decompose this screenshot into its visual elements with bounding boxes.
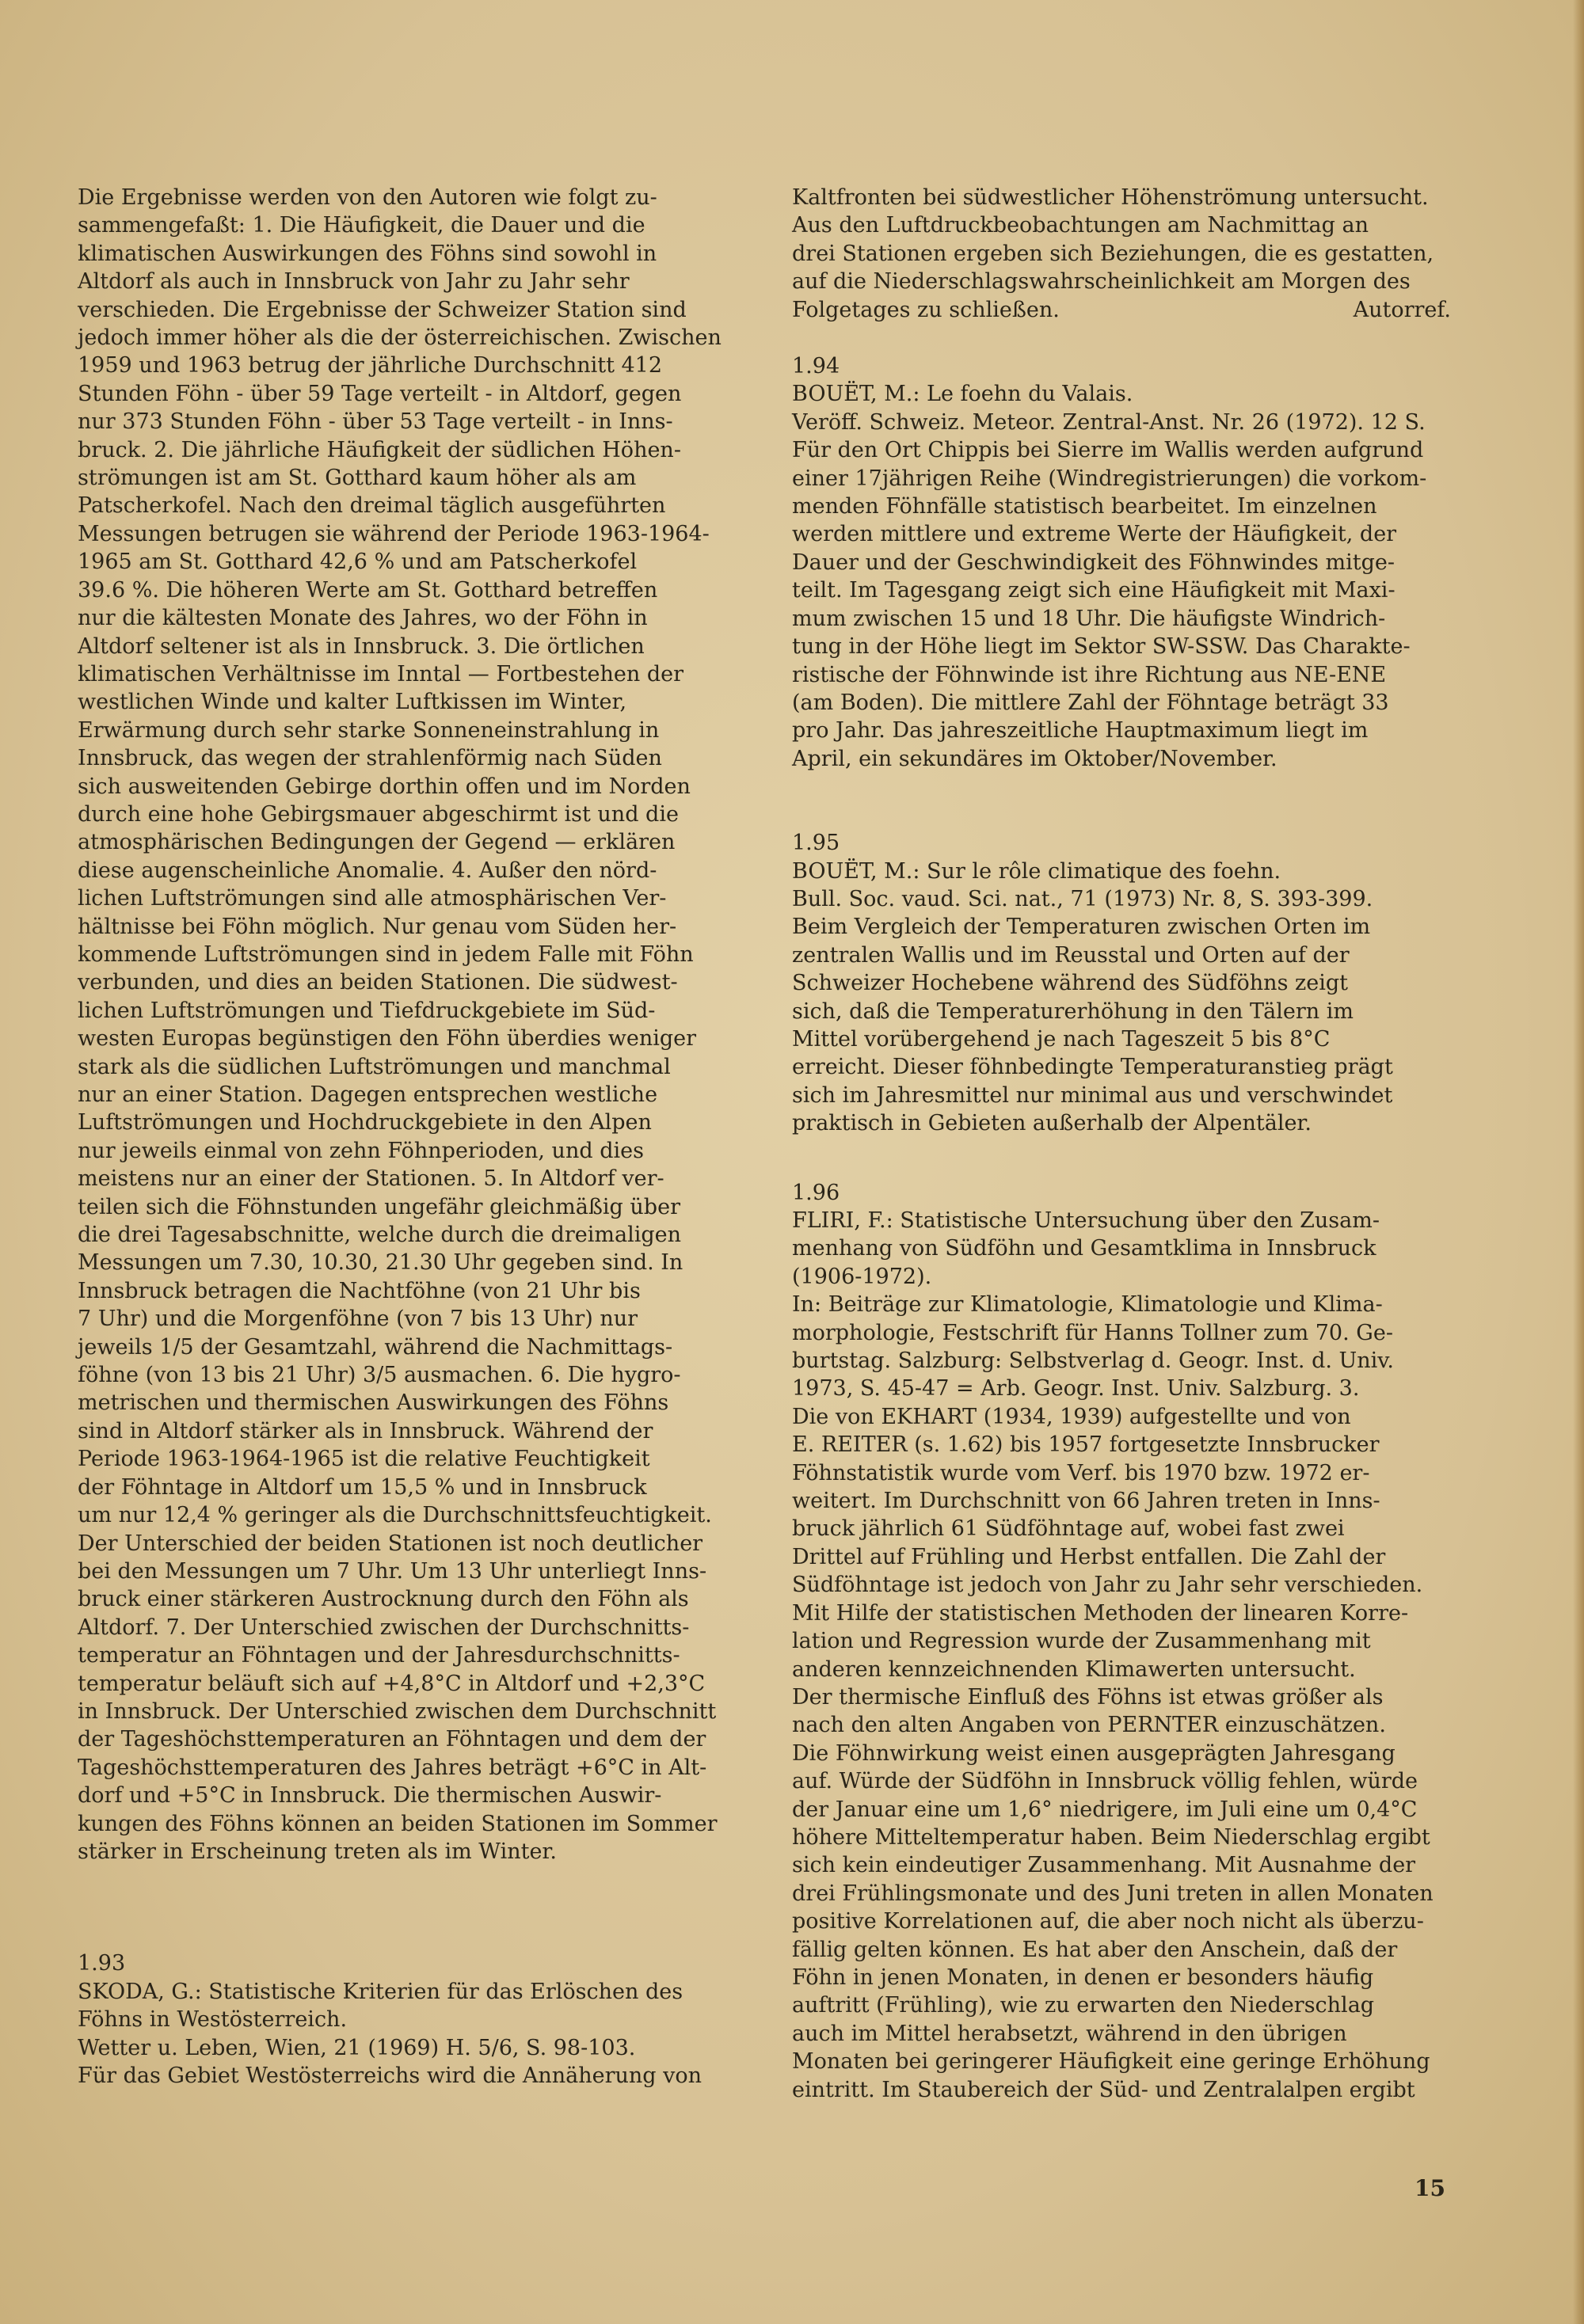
entry-abstract: weitert. Im Durchschnitt von 66 Jahren treten in Inns- xyxy=(792,1489,1380,1514)
entry-abstract: pro Jahr. Das jahreszeitliche Hauptmaximum liegt im xyxy=(792,718,1369,744)
entry-abstract: Dauer und der Geschwindigkeit des Föhnwindes mitge- xyxy=(792,550,1395,575)
entry-citation: Föhns in Westösterreich. xyxy=(78,2007,348,2033)
text-line: sich ausweitenden Gebirge dorthin offen und im Norden xyxy=(78,774,691,799)
text-line: hältnisse bei Föhn möglich. Nur genau vom Süden her- xyxy=(78,914,677,939)
entry-abstract: menden Föhnfälle statistisch bearbeitet. Im einzelnen xyxy=(792,494,1377,519)
entry-abstract: teilt. Im Tagesgang zeigt sich eine Häufigkeit mit Maxi- xyxy=(792,578,1396,603)
entry-abstract: Mittel vorübergehend je nach Tageszeit 5 bis 8°C xyxy=(792,1026,1331,1052)
text-line: Folgetages zu schließen. xyxy=(792,297,1060,322)
text-line: Altdorf als auch in Innsbruck von Jahr zu Jahr sehr xyxy=(78,269,630,295)
entry-abstract: Mit Hilfe der statistischen Methoden der linearen Korre- xyxy=(792,1600,1409,1626)
entry-abstract: bruck jährlich 61 Südföhntage auf, wobei fast zwei xyxy=(792,1516,1345,1542)
entry-abstract: Der thermische Einfluß des Föhns ist etwas größer als xyxy=(792,1684,1384,1710)
text-line: dorf und +5°C in Innsbruck. Die thermischen Auswir- xyxy=(78,1783,662,1809)
text-line: Stunden Föhn - über 59 Tage verteilt - in Altdorf, gegen xyxy=(78,381,682,406)
text-line: bruck einer stärkeren Austrocknung durch den Föhn als xyxy=(78,1587,689,1612)
text-line: Patscherkofel. Nach den dreimal täglich ausgeführten xyxy=(78,493,666,519)
entry-source: In: Beiträge zur Klimatologie, Klimatologie und Klima- xyxy=(792,1292,1383,1318)
entry-abstract: der Januar eine um 1,6° niedrigere, im Juli eine um 0,4°C xyxy=(792,1797,1418,1822)
entry-1-95 xyxy=(792,829,1489,1137)
text-line: 39.6 %. Die höheren Werte am St. Gotthard betreffen xyxy=(78,577,658,603)
text-line: Altdorf seltener ist als in Innsbruck. 3. Die örtlichen xyxy=(78,633,645,659)
text-line: auf die Niederschlagswahrscheinlichkeit am Morgen des xyxy=(792,269,1411,295)
right-column xyxy=(792,184,1489,2104)
entry-abstract: Drittel auf Frühling und Herbst entfallen. Die Zahl der xyxy=(792,1544,1386,1569)
section-gap xyxy=(792,773,1489,829)
text-line: westlichen Winde und kalter Luftkissen im Winter, xyxy=(78,690,627,715)
section-gap xyxy=(792,1138,1489,1179)
entry-abstract: nach den alten Angaben von PERNTER einzuschätzen. xyxy=(792,1713,1386,1738)
entry-abstract: Föhn in jenen Monaten, in denen er besonders häufig xyxy=(792,1965,1374,1990)
text-line: westen Europas begünstigen den Föhn überdies weniger xyxy=(78,1026,697,1052)
text-line: temperatur beläuft sich auf +4,8°C in Altdorf und +2,3°C xyxy=(78,1671,706,1696)
entry-abstract: werden mittlere und extreme Werte der Häufigkeit, der xyxy=(792,522,1397,547)
text-line: jeweils 1/5 der Gesamtzahl, während die Nachmittags- xyxy=(78,1334,673,1360)
text-line: verschieden. Die Ergebnisse der Schweizer Station sind xyxy=(78,297,687,322)
entry-abstract: auf. Würde der Südföhn in Innsbruck völlig fehlen, würde xyxy=(792,1769,1418,1794)
text-line: Tageshöchsttemperaturen des Jahres beträgt +6°C in Alt- xyxy=(78,1755,707,1780)
text-line: atmosphärischen Bedingungen der Gegend — erklären xyxy=(78,830,676,855)
entry-1-93 xyxy=(78,1949,733,2090)
text-line: stark als die südlichen Luftströmungen und manchmal xyxy=(78,1054,671,1079)
text-line: der Tageshöchsttemperaturen an Föhntagen und dem der xyxy=(78,1727,706,1752)
text-line: jedoch immer höher als die der österreichischen. Zwischen xyxy=(78,325,722,351)
entry-1-96 xyxy=(792,1179,1489,2104)
entry-source: morphologie, Festschrift für Hanns Tollner zum 70. Ge- xyxy=(792,1320,1393,1345)
entry-number: 1.94 xyxy=(792,354,840,379)
entry-abstract: auch im Mittel herabsetzt, während in den übrigen xyxy=(792,2021,1347,2046)
entry-source: Bull. Soc. vaud. Sci. nat., 71 (1973) Nr. 8, S. 393-399. xyxy=(792,886,1373,911)
text-line: metrischen und thermischen Auswirkungen des Föhns xyxy=(78,1390,669,1416)
entry-abstract: sich im Jahresmittel nur minimal aus und verschwindet xyxy=(792,1082,1393,1108)
abstract-continuation xyxy=(792,184,1489,324)
text-line-last xyxy=(792,296,1489,324)
text-line: Innsbruck betragen die Nachtföhne (von 21 Uhr bis xyxy=(78,1278,641,1303)
text-line: föhne (von 13 bis 21 Uhr) 3/5 ausmachen. 6. Die hygro- xyxy=(78,1363,681,1388)
page-edge-shadow xyxy=(1573,0,1584,2324)
section-gap xyxy=(78,1866,733,1949)
entry-abstract: auftritt (Frühling), wie zu erwarten den Niederschlag xyxy=(792,1993,1375,2018)
entry-abstract: Schweizer Hochebene während des Südföhns zeigt xyxy=(792,971,1348,996)
entry-citation: (1906-1972). xyxy=(792,1264,932,1289)
entry-abstract: höhere Mitteltemperatur haben. Beim Niederschlag ergibt xyxy=(792,1824,1430,1850)
text-line: Aus den Luftdruckbeobachtungen am Nachmittag an xyxy=(792,213,1369,238)
text-line: klimatischen Auswirkungen des Föhns sind sowohl in xyxy=(78,241,657,266)
entry-source: 1973, S. 45-47 = Arb. Geogr. Inst. Univ. Salzburg. 3. xyxy=(792,1376,1360,1402)
entry-abstract: sich kein eindeutiger Zusammenhang. Mit Ausnahme der xyxy=(792,1853,1416,1878)
entry-1-94 xyxy=(792,352,1489,773)
entry-abstract: April, ein sekundäres im Oktober/November. xyxy=(792,746,1277,771)
entry-abstract: positive Korrelationen auf, die aber noch nicht als überzu- xyxy=(792,1909,1424,1934)
entry-abstract: ristische der Föhnwinde ist ihre Richtung aus NE-ENE xyxy=(792,662,1387,687)
entry-citation: BOUËT, M.: Le foehn du Valais. xyxy=(792,382,1133,407)
left-column xyxy=(78,184,733,2090)
entry-abstract: fällig gelten können. Es hat aber den Anschein, daß der xyxy=(792,1937,1398,1962)
entry-abstract: mum zwischen 15 und 18 Uhr. Die häufigste Windrich- xyxy=(792,606,1386,631)
section-gap xyxy=(792,324,1489,352)
entry-abstract: zentralen Wallis und im Reusstal und Orten auf der xyxy=(792,942,1350,968)
text-line: nur die kältesten Monate des Jahres, wo der Föhn in xyxy=(78,606,648,631)
text-line: Der Unterschied der beiden Stationen ist noch deutlicher xyxy=(78,1531,703,1556)
entry-source: burtstag. Salzburg: Selbstverlag d. Geogr. Inst. d. Univ. xyxy=(792,1348,1394,1374)
text-line: Messungen um 7.30, 10.30, 21.30 Uhr gegeben sind. In xyxy=(78,1250,683,1276)
text-line: Erwärmung durch sehr starke Sonneneinstrahlung in xyxy=(78,717,660,743)
text-line: die drei Tagesabschnitte, welche durch die dreimaligen xyxy=(78,1223,681,1248)
entry-citation: SKODA, G.: Statistische Kriterien für das Erlöschen des xyxy=(78,1979,683,2004)
text-line: um nur 12,4 % geringer als die Durchschnittsfeuchtigkeit. xyxy=(78,1503,712,1528)
entry-number: 1.93 xyxy=(78,1951,126,1976)
text-line: bei den Messungen um 7 Uhr. Um 13 Uhr unterliegt Inns- xyxy=(78,1558,707,1584)
text-line: in Innsbruck. Der Unterschied zwischen dem Durchschnitt xyxy=(78,1698,717,1724)
entry-abstract: lation und Regression wurde der Zusammenhang mit xyxy=(792,1629,1371,1654)
text-line: Kaltfronten bei südwestlicher Höhenströmung untersucht. xyxy=(792,185,1429,210)
text-line: lichen Luftströmungen und Tiefdruckgebiete im Süd- xyxy=(78,998,656,1023)
text-line: 1965 am St. Gotthard 42,6 % und am Patscherkofel xyxy=(78,550,638,575)
text-line: 1959 und 1963 betrug der jährliche Durchschnitt 412 xyxy=(78,353,663,378)
entry-abstract: tung in der Höhe liegt im Sektor SW-SSW. Das Charakte- xyxy=(792,634,1411,660)
paragraph-continuation xyxy=(78,184,733,1866)
entry-abstract: sich, daß die Temperaturerhöhung in den Tälern im xyxy=(792,998,1354,1024)
entry-abstract: erreicht. Dieser föhnbedingte Temperaturanstieg prägt xyxy=(792,1055,1393,1080)
entry-number: 1.95 xyxy=(792,831,840,856)
entry-abstract: Monaten bei geringerer Häufigkeit eine geringe Erhöhung xyxy=(792,2049,1430,2075)
text-line: lichen Luftströmungen sind alle atmosphärischen Ver- xyxy=(78,886,667,911)
entry-abstract: Für das Gebiet Westösterreichs wird die Annäherung von xyxy=(78,2063,703,2088)
entry-abstract: anderen kennzeichnenden Klimawerten untersucht. xyxy=(792,1656,1356,1682)
text-line: bruck. 2. Die jährliche Häufigkeit der südlichen Höhen- xyxy=(78,437,681,462)
text-line: nur an einer Station. Dagegen entsprechen westliche xyxy=(78,1082,658,1107)
entry-abstract: E. REITER (s. 1.62) bis 1957 fortgesetzte Innsbrucker xyxy=(792,1432,1380,1458)
text-line: sind in Altdorf stärker als in Innsbruck. Während der xyxy=(78,1418,653,1443)
text-line: strömungen ist am St. Gotthard kaum höher als am xyxy=(78,466,637,491)
entry-abstract: (am Boden). Die mittlere Zahl der Föhntage beträgt 33 xyxy=(792,690,1389,715)
text-line: teilen sich die Föhnstunden ungefähr gleichmäßig über xyxy=(78,1194,680,1219)
text-line: temperatur an Föhntagen und der Jahresdurchschnitts- xyxy=(78,1643,680,1668)
author-reference: Autorref. xyxy=(1353,297,1451,322)
entry-abstract: drei Frühlingsmonate und des Juni treten in allen Monaten xyxy=(792,1881,1434,1906)
entry-abstract: Die von EKHART (1934, 1939) aufgestellte und von xyxy=(792,1404,1351,1429)
page-number: 15 xyxy=(1415,2175,1445,2201)
text-line: kungen des Föhns können an beiden Stationen im Sommer xyxy=(78,1811,718,1836)
text-line: der Föhntage in Altdorf um 15,5 % und in Innsbruck xyxy=(78,1474,647,1500)
text-line: drei Stationen ergeben sich Beziehungen, die es gestatten, xyxy=(792,241,1434,266)
text-line: sammengefaßt: 1. Die Häufigkeit, die Dauer und die xyxy=(78,213,645,238)
entry-citation: FLIRI, F.: Statistische Untersuchung über den Zusam- xyxy=(792,1208,1380,1233)
text-line: 7 Uhr) und die Morgenföhne (von 7 bis 13 Uhr) nur xyxy=(78,1307,638,1332)
entry-abstract: einer 17jährigen Reihe (Windregistrierungen) die vorkom- xyxy=(792,466,1427,491)
entry-abstract: praktisch in Gebieten außerhalb der Alpentäler. xyxy=(792,1111,1312,1136)
text-line: stärker in Erscheinung treten als im Winter. xyxy=(78,1839,557,1864)
entry-abstract: Südföhntage ist jedoch von Jahr zu Jahr sehr verschieden. xyxy=(792,1573,1423,1598)
text-line: klimatischen Verhältnisse im Inntal — Fortbestehen der xyxy=(78,661,684,687)
entry-citation: BOUËT, M.: Sur le rôle climatique des foehn. xyxy=(792,858,1281,884)
text-line: Messungen betrugen sie während der Periode 1963-1964- xyxy=(78,521,710,546)
entry-abstract: Beim Vergleich der Temperaturen zwischen Orten im xyxy=(792,915,1371,940)
entry-abstract: Für den Ort Chippis bei Sierre im Wallis werden aufgrund xyxy=(792,438,1424,463)
text-line: durch eine hohe Gebirgsmauer abgeschirmt ist und die xyxy=(78,801,679,827)
text-line: Altdorf. 7. Der Unterschied zwischen der Durchschnitts- xyxy=(78,1615,690,1640)
entry-abstract: Die Föhnwirkung weist einen ausgeprägten Jahresgang xyxy=(792,1740,1396,1766)
text-line: Periode 1963-1964-1965 ist die relative Feuchtigkeit xyxy=(78,1447,650,1472)
entry-abstract: eintritt. Im Staubereich der Süd- und Zentralalpen ergibt xyxy=(792,2077,1415,2102)
entry-source: Veröff. Schweiz. Meteor. Zentral-Anst. Nr. 26 (1972). 12 S. xyxy=(792,409,1426,435)
text-line: Luftströmungen und Hochdruckgebiete in den Alpen xyxy=(78,1110,652,1135)
entry-citation: menhang von Südföhn und Gesamtklima in Innsbruck xyxy=(792,1236,1376,1261)
text-line: nur jeweils einmal von zehn Föhnperioden, und dies xyxy=(78,1138,644,1163)
text-line: Innsbruck, das wegen der strahlenförmig nach Süden xyxy=(78,746,662,771)
text-line: verbunden, und dies an beiden Stationen. Die südwest- xyxy=(78,970,678,995)
text-line: meistens nur an einer der Stationen. 5. In Altdorf ver- xyxy=(78,1166,664,1192)
text-line: kommende Luftströmungen sind in jedem Falle mit Föhn xyxy=(78,941,694,967)
entry-number: 1.96 xyxy=(792,1180,840,1205)
entry-abstract: Föhnstatistik wurde vom Verf. bis 1970 bzw. 1972 er- xyxy=(792,1460,1370,1485)
text-line: diese augenscheinliche Anomalie. 4. Außer den nörd- xyxy=(78,858,657,883)
text-line: Die Ergebnisse werden von den Autoren wie folgt zu- xyxy=(78,185,657,210)
entry-source: Wetter u. Leben, Wien, 21 (1969) H. 5/6, S. 98-103. xyxy=(78,2035,636,2060)
text-line: nur 373 Stunden Föhn - über 53 Tage verteilt - in Inns- xyxy=(78,409,673,435)
